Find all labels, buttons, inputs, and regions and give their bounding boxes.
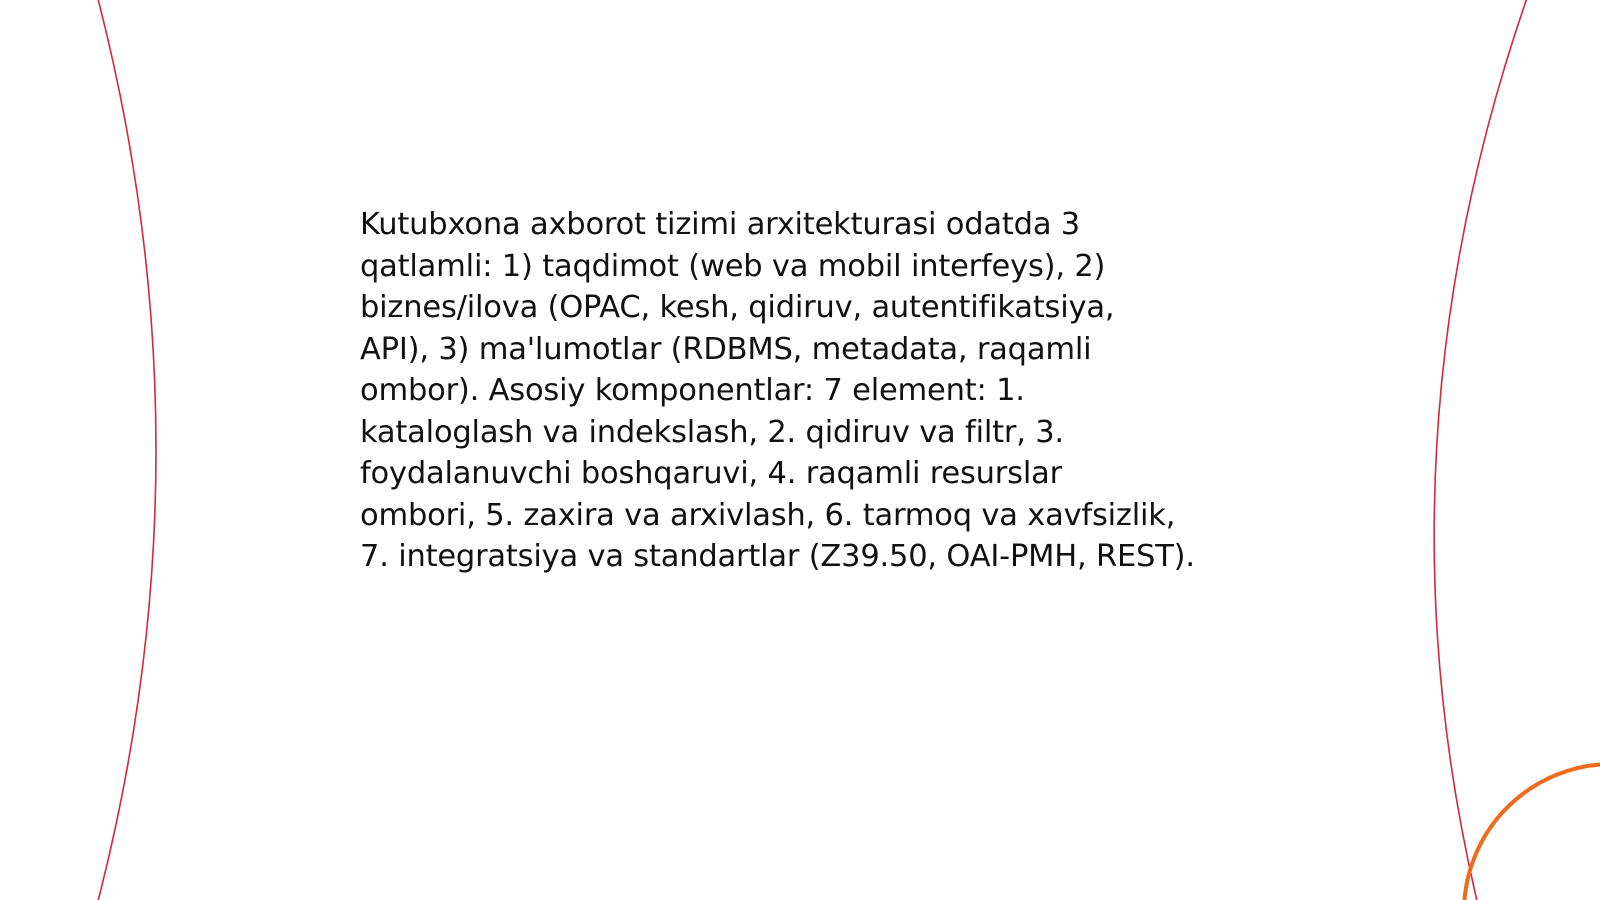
right-curve-line — [1434, 0, 1528, 900]
slide-body-text: Kutubxona axborot tizimi arxitekturasi odatda 3 qatlamli: 1) taqdimot (web va mobil interfeys), 2) biznes/ilova (OPAC, kesh, qidiruv, autentifikatsiya, API), 3) ma'lumotlar (RDBMS, metadata, raqamli ombor). Asosiy komponentlar: 7 element: 1. kataloglash va indekslash, 2. qidiruv va filtr, 3. foydalanuvchi boshqaruvi, 4. raqamli resurslar ombori, 5. zaxira va arxivlash, 6. tarmoq va xavfsizlik, 7. integratsiya va standartlar (Z39.50, OAI-PMH, REST). — [360, 207, 1195, 574]
left-curve-line — [97, 0, 156, 900]
orange-circle-outline — [1464, 764, 1600, 900]
